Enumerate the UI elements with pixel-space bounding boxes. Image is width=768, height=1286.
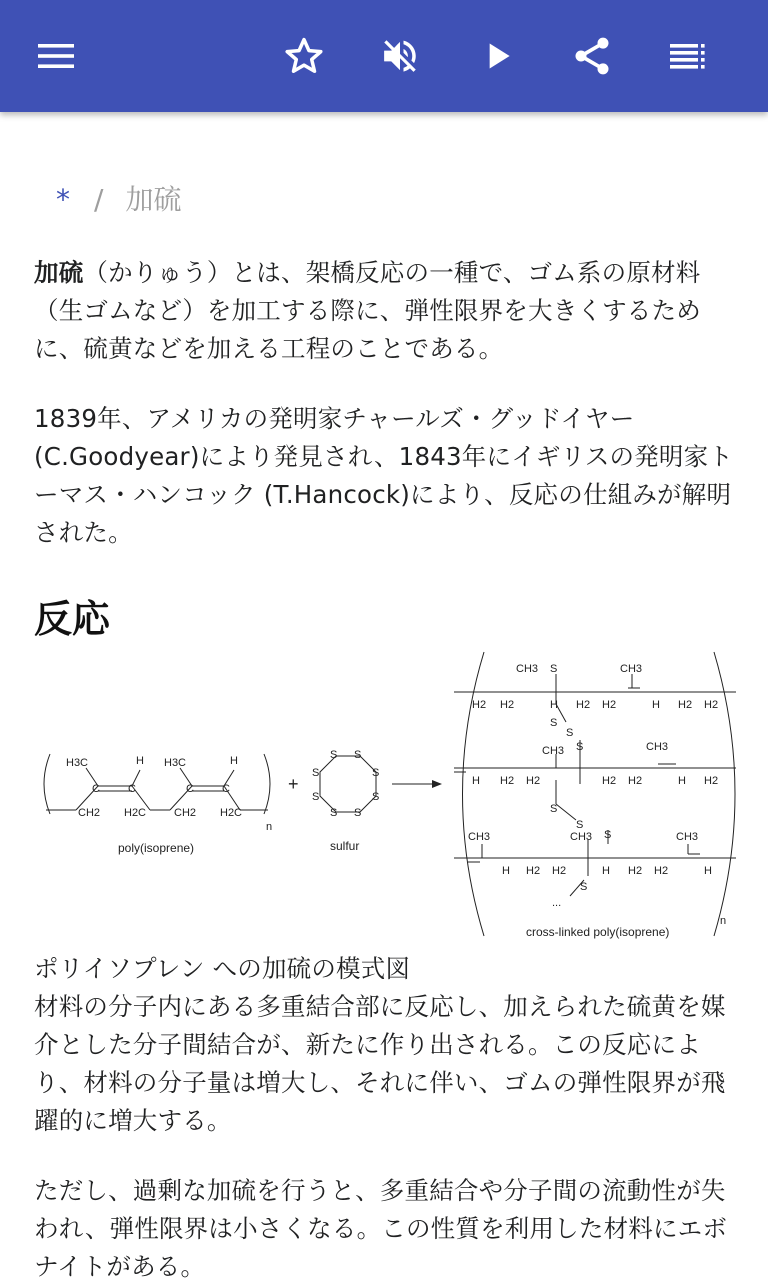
reaction-paragraph: 材料の分子内にある多重結合部に反応し、加えられた硫黄を媒介とした分子間結合が、新たに作り出される。この反応により、材料の分子量は増大し、それに伴い、ゴムの弾性限界が飛躍的に増大する。 [34,992,726,1135]
speaker-muted-icon [379,35,421,77]
svg-text:H3C: H3C [164,757,187,769]
menu-button[interactable] [28,28,84,84]
breadcrumb-home-link[interactable]: * [56,183,70,216]
share-icon [570,34,614,78]
svg-text:S: S [550,803,558,815]
svg-text:H: H [136,755,144,767]
svg-text:H2: H2 [472,699,487,711]
svg-text:CH3: CH3 [468,831,491,843]
svg-text:H: H [502,865,510,877]
svg-text:S: S [604,829,612,841]
table-of-contents-icon [668,41,708,71]
svg-text:S: S [312,791,320,803]
app-bar [0,0,768,112]
svg-text:...: ... [552,897,562,909]
star-outline-icon [283,35,325,77]
subscript-n-left: n [266,821,273,833]
subscript-n-right: n [720,915,727,927]
hamburger-menu-icon [36,41,76,71]
section-heading: 反応 [34,597,111,641]
vulcanization-diagram[interactable] [36,644,748,944]
svg-text:S: S [576,819,584,831]
breadcrumb [56,178,181,218]
figure-caption: ポリイソプレン への加硫の模式図 [34,954,411,983]
svg-text:CH3: CH3 [516,663,539,675]
svg-text:S: S [330,749,338,761]
svg-text:H: H [602,865,610,877]
plus-sign: + [288,774,299,794]
poly-isoprene-label: poly(isoprene) [118,841,195,855]
svg-text:H2: H2 [552,865,567,877]
svg-text:S: S [580,881,588,893]
svg-text:S: S [354,749,362,761]
article-term: 加硫 [34,258,84,287]
svg-text:S: S [354,807,362,819]
svg-text:H: H [678,775,686,787]
svg-text:CH3: CH3 [620,663,643,675]
svg-text:H: H [704,865,712,877]
svg-text:S: S [312,767,320,779]
breadcrumb-separator: / [94,183,104,216]
svg-text:CH3: CH3 [676,831,699,843]
intro-text: （かりゅう）とは、架橋反応の一種で、ゴム系の原材料（生ゴムなど）を加工する際に、弾性限界を大きくするために、硫黄などを加える工程のことである。 [34,258,701,363]
crosslinked-label: cross-linked poly(isoprene) [526,925,670,939]
svg-text:S: S [550,663,558,675]
svg-text:H2: H2 [654,865,669,877]
svg-text:C: C [92,783,100,795]
svg-text:H2: H2 [628,865,643,877]
play-icon [478,36,518,76]
svg-text:CH2: CH2 [78,807,101,819]
svg-text:S: S [330,807,338,819]
toc-button[interactable] [660,28,716,84]
svg-text:CH3: CH3 [570,831,593,843]
svg-text:H2: H2 [678,699,693,711]
history-paragraph: 1839年、アメリカの発明家チャールズ・グッドイヤー(C.Goodyear)により発見され、1843年にイギリスの発明家トーマス・ハンコック (T.Hancock)により、反応の仕組みが解明された。 [34,404,734,547]
intro-paragraph [34,254,738,368]
svg-text:H2: H2 [500,699,515,711]
sulfur-label: sulfur [330,839,360,853]
svg-text:H: H [652,699,660,711]
svg-text:H2: H2 [602,699,617,711]
svg-text:C: C [128,783,136,795]
svg-text:H2C: H2C [124,807,147,819]
svg-text:H: H [472,775,480,787]
overcure-paragraph: ただし、過剰な加硫を行うと、多重結合や分子間の流動性が失われ、弾性限界は小さくなる。この性質を利用した材料にエボナイトがある。 [34,1176,728,1281]
svg-text:CH3: CH3 [542,745,565,757]
svg-text:H2: H2 [526,775,541,787]
svg-text:S: S [576,741,584,753]
svg-text:S: S [566,727,574,739]
breadcrumb-current: 加硫 [125,183,182,216]
svg-text:H2: H2 [628,775,643,787]
svg-text:H2: H2 [500,775,515,787]
svg-text:C: C [186,783,194,795]
svg-text:CH3: CH3 [646,741,669,753]
svg-text:H: H [230,755,238,767]
svg-text:S: S [550,717,558,729]
reaction-arrow-head [432,780,442,788]
svg-text:S: S [372,791,380,803]
svg-text:H3C: H3C [66,757,89,769]
svg-text:C: C [222,783,230,795]
svg-text:H2: H2 [576,699,591,711]
mute-button[interactable] [372,28,428,84]
svg-text:S: S [372,767,380,779]
svg-text:H2: H2 [602,775,617,787]
svg-text:H: H [550,699,558,711]
svg-text:H2C: H2C [220,807,243,819]
svg-text:H2: H2 [526,865,541,877]
svg-text:H2: H2 [704,775,719,787]
share-button[interactable] [564,28,620,84]
bookmark-button[interactable] [276,28,332,84]
svg-text:CH2: CH2 [174,807,197,819]
svg-text:H2: H2 [704,699,719,711]
play-button[interactable] [470,28,526,84]
